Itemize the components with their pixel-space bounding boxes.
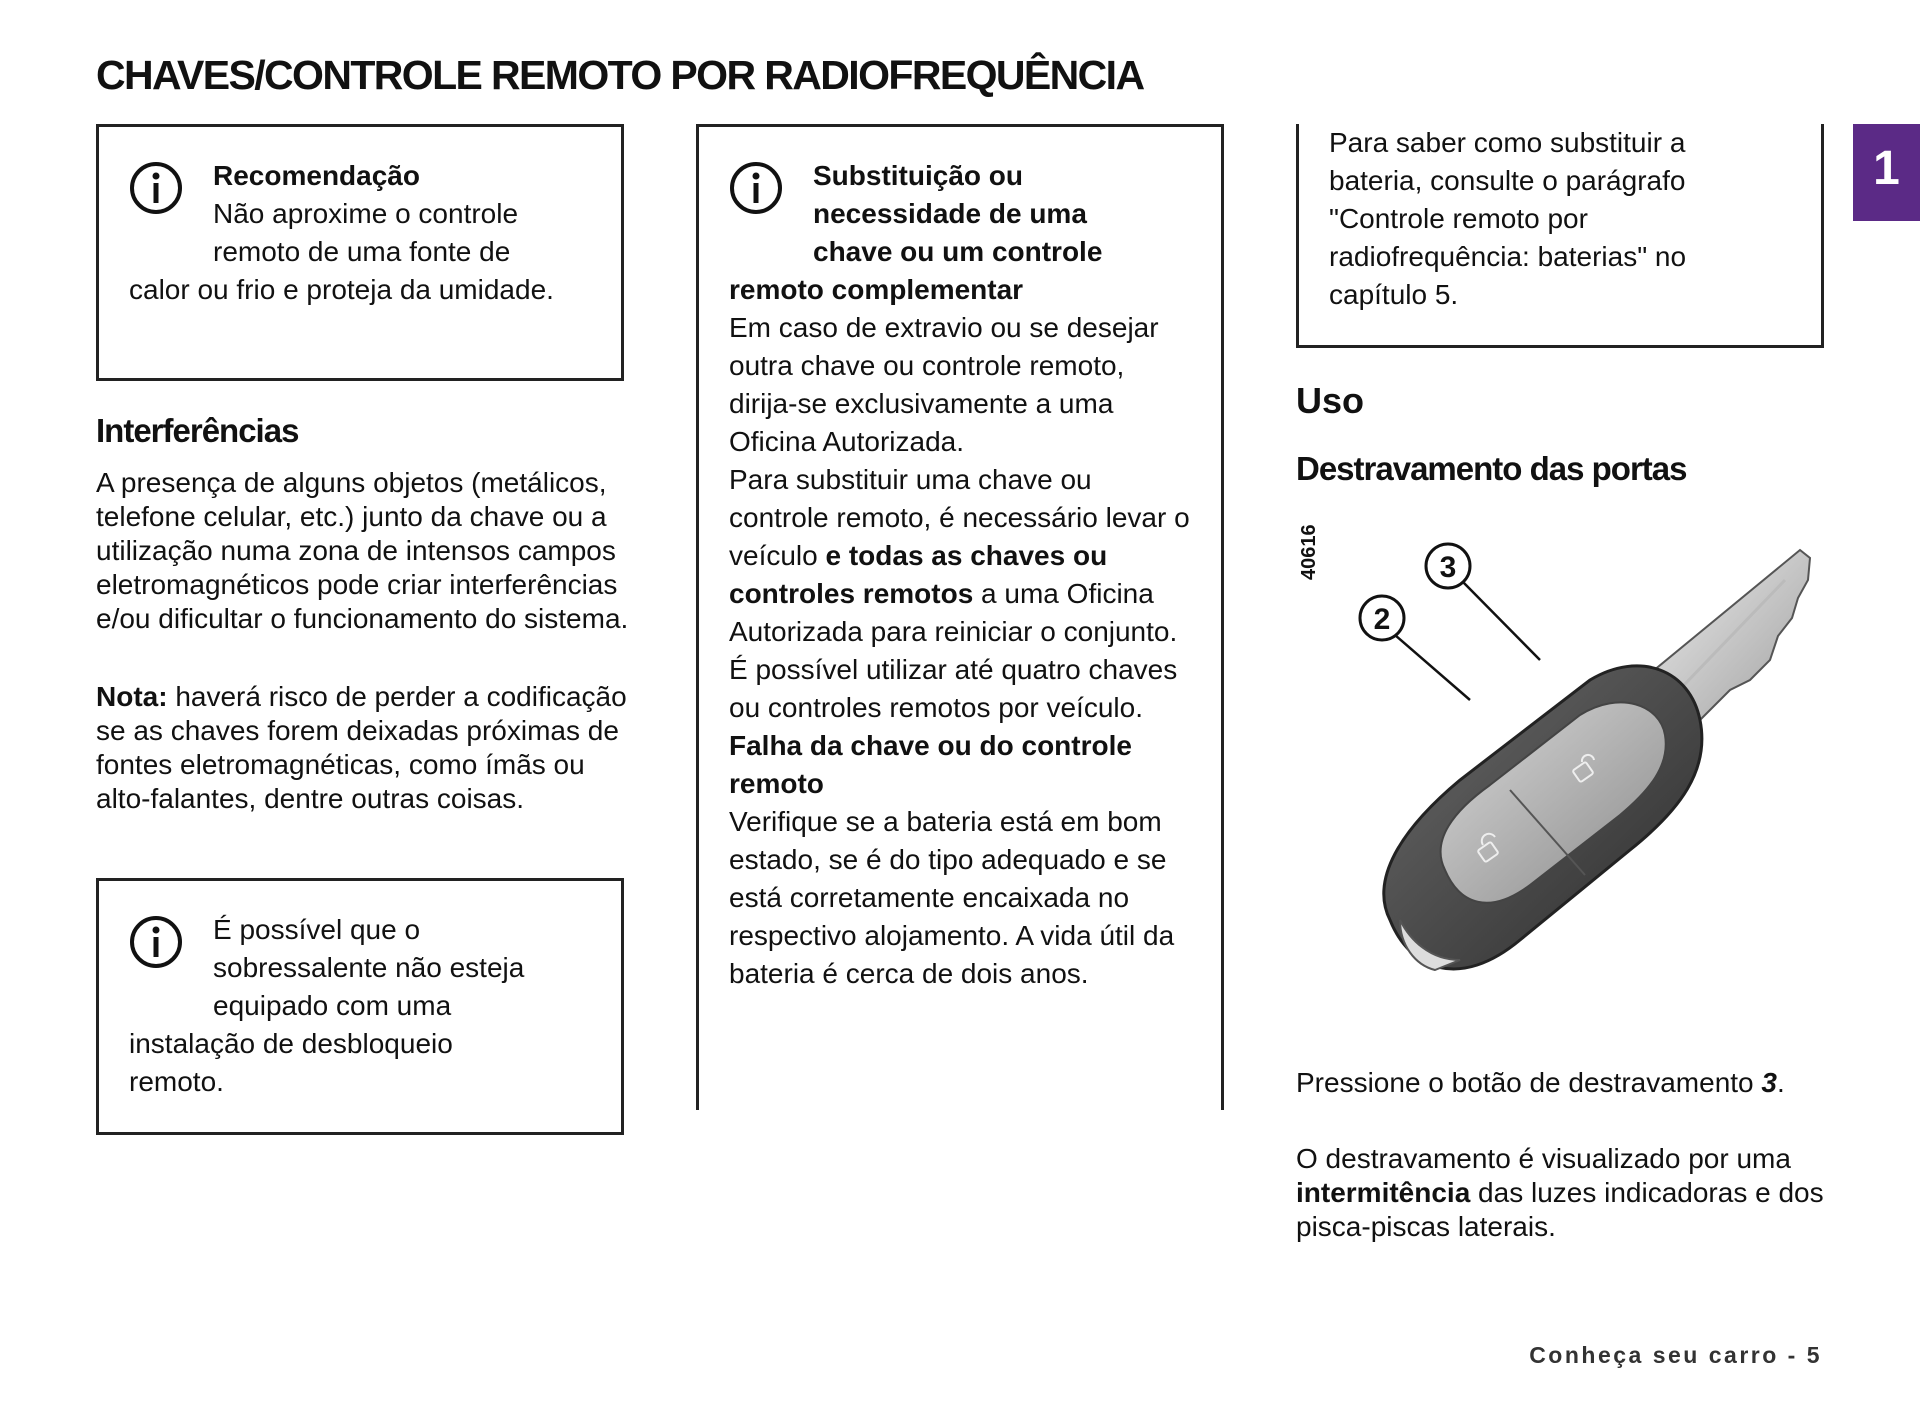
recommendation-text: calor ou frio e proteja da umidade. (129, 274, 554, 305)
info-icon (129, 915, 183, 969)
key-fob-illustration (1330, 540, 1850, 1060)
flash-emphasis: intermitência (1296, 1177, 1471, 1208)
button-reference: 3 (1761, 1067, 1777, 1098)
replacement-box (696, 124, 1224, 1110)
info-icon (729, 161, 783, 215)
spare-line-2: sobressalente não esteja (213, 952, 525, 983)
spare-line-3: equipado com uma (213, 990, 452, 1021)
replacement-heading-line-4: remoto complementar (729, 274, 1024, 305)
info-icon (129, 161, 183, 215)
recommendation-box (96, 124, 624, 381)
battery-text: Para saber como substituir a bateria, consulte o parágrafo "Controle remoto por radiofrequência: baterias" no capítulo 5. (1329, 127, 1687, 310)
spare-text: instalação de desbloqueio remoto. (129, 1028, 453, 1097)
callout-label-3: 3 (1439, 551, 1457, 584)
interference-note (96, 680, 636, 816)
usage-heading: Uso (1296, 380, 1365, 421)
callout-label-2: 2 (1373, 603, 1391, 636)
replacement-heading-line-3: chave ou um controle (813, 236, 1103, 267)
replacement-paragraph-2: Para substituir uma chave ou controle remoto, é necessário levar o veículo e todas as chaves ou controles remotos a uma Oficina Autorizada para reiniciar o conjunto. (729, 464, 1190, 647)
replacement-paragraph-3: É possível utilizar até quatro chaves ou controles remotos por veículo. (729, 654, 1178, 723)
recommendation-line-1: Não aproxime o controle (213, 198, 519, 229)
spare-info-box (96, 878, 624, 1135)
spare-line-1: É possível que o (213, 914, 421, 945)
recommendation-line-2: remoto de uma fonte de (213, 236, 511, 267)
chapter-tab[interactable]: 1 (1853, 124, 1920, 221)
key-body (1384, 666, 1702, 970)
replacement-paragraph-1: Em caso de extravio ou se desejar outra chave ou controle remoto, dirija-se exclusivamente a uma Oficina Autorizada. (729, 312, 1159, 457)
press-instruction: Pressione o botão de destravamento 3. (1296, 1067, 1785, 1098)
all-keys-emphasis: e todas as chaves ou controles remotos (729, 540, 1108, 609)
page-footer: Conheça seu carro - 5 (1529, 1342, 1822, 1368)
replacement-heading-line-2: necessidade de uma (813, 198, 1087, 229)
callout-line-3 (1463, 582, 1540, 660)
callout-line-2 (1395, 635, 1470, 700)
recommendation-heading: Recomendação (213, 160, 420, 191)
note-text: haverá risco de perder a codificação se as chaves forem deixadas próximas de fontes eletromagnéticas, como ímãs ou alto-falantes, dentre outras coisas. (96, 681, 627, 814)
replacement-heading-line-1: Substituição ou (813, 160, 1023, 191)
note-label: Nota: (96, 681, 168, 712)
failure-paragraph: Verifique se a bateria está em bom estado, se é do tipo adequado e se está corretamente encaixada no respectivo alojamento. A vida útil da bateria é cerca de dois anos. (729, 806, 1175, 989)
interference-heading: Interferências (96, 412, 299, 449)
figure-code: 40616 (1298, 524, 1320, 580)
interference-text: A presença de alguns objetos (metálicos, telefone celular, etc.) junto da chave ou a utilização numa zona de intensos campos eletromagnéticos pode criar interferências e/ou dificultar o funcionamento do sistema. (96, 467, 629, 634)
failure-heading: Falha da chave ou do controle remoto (729, 730, 1132, 799)
unlock-visual-text: O destravamento é visualizado por uma intermitência das luzes indicadoras e dos pisca-piscas laterais. (1296, 1143, 1824, 1242)
battery-box (1296, 124, 1824, 348)
page-title: CHAVES/CONTROLE REMOTO POR RADIOFREQUÊNCIA (96, 52, 1144, 98)
unlock-heading: Destravamento das portas (1296, 450, 1687, 487)
